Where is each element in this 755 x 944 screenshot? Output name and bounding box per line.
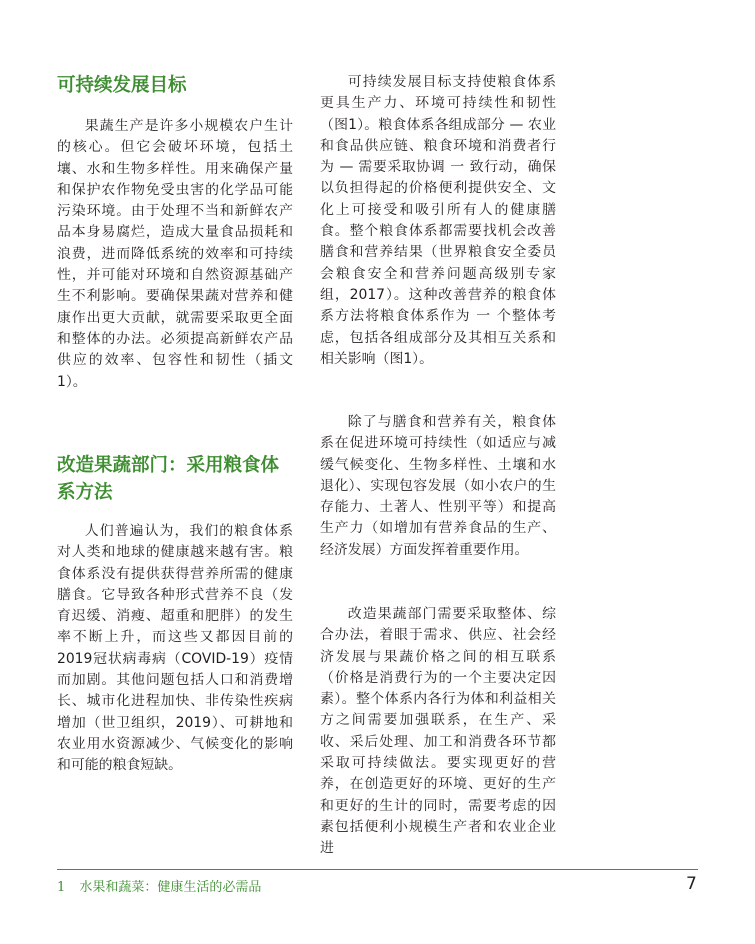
chapter-number: 1 [57,880,66,895]
paragraph: 改造果蔬部门需要采取整体、综合办法，着眼于需求、供应、社会经济发展与果蔬价格之间的相互联系（价格是消费行为的一个主要决定因素）。整个体系内各行为体和利益相关方之间需要加强联系，在生产、采收、采后处理、加工和消费各环节都采取可持续做法。要实现更好的营养，在创造更好的环境、更好的生产和更好的生计的同时，需要考虑的因素包括便利小规模生产者和农业企业进 [320,606,556,857]
paragraph: 果蔬生产是许多小规模农户生计的核心。但它会破坏环境，包括土壤、水和生物多样性。用来确保产量和保护农作物免受虫害的化学品可能污染环境。由于处理不当和新鲜农产品本身易腐烂，造成大量食品损耗和浪费，进而降低系统的效率和可持续性，并可能对环境和自然资源基础产生不利影响。要确保果蔬对营养和健康作出更大贡献，就需要采取更全面和整体的办法。必须提高新鲜农产品供应的效率、包容性和韧性（插文1）。 [57,118,293,390]
footer-divider [57,869,698,870]
paragraph: 除了与膳食和营养有关，粮食体系在促进环境可持续性（如适应与减缓气候变化、生物多样性、土壤和水退化）、实现包容发展（如小农户的生存能力、土著人、性别平等）和提高生产力（如增加有营养食品的生产、经济发展）方面发挥着重要作用。 [320,414,556,558]
running-footer [57,876,261,895]
chapter-title: 水果和蔬菜：健康生活的必需品 [79,880,262,895]
section-heading-transform: 改造果蔬部门：采用粮食体系方法 [57,455,280,503]
section-heading-sdg: 可持续发展目标 [57,75,187,96]
page-number: 7 [686,874,697,894]
paragraph: 人们普遍认为，我们的粮食体系对人类和地球的健康越来越有害。粮食体系没有提供获得营养所需的健康膳食。它导致各种形式营养不良（发育迟缓、消瘦、超重和肥胖）的发生率不断上升，而这些又都因目前的2019冠状病毒病（COVID-19）疫情而加剧。其他问题包括人口和消费增长、城市化进程加快、非传染性疾病增加（世卫组织，2019）、可耕地和农业用水资源减少、气候变化的影响和可能的粮食短缺。 [57,523,293,774]
paragraph: 可持续发展目标支持使粮食体系更具生产力、环境可持续性和韧性（图1）。粮食体系各组成部分 — 农业和食品供应链、粮食环境和消费者行为 — 需要采取协调 一 致行动，确保以负担得起的价格便利提供安全、文化上可接受和吸引所有人的健康膳食。整个粮食体系都需要找机会改善膳食和营养结果（世界粮食安全委员会粮食安全和营养问题高级别专家组，2017）。这种改善营养的粮食体系方法将粮食体系作为 一 个整体考虑，包括各组成部分及其相互关系和相关影响（图1）。 [320,74,556,367]
